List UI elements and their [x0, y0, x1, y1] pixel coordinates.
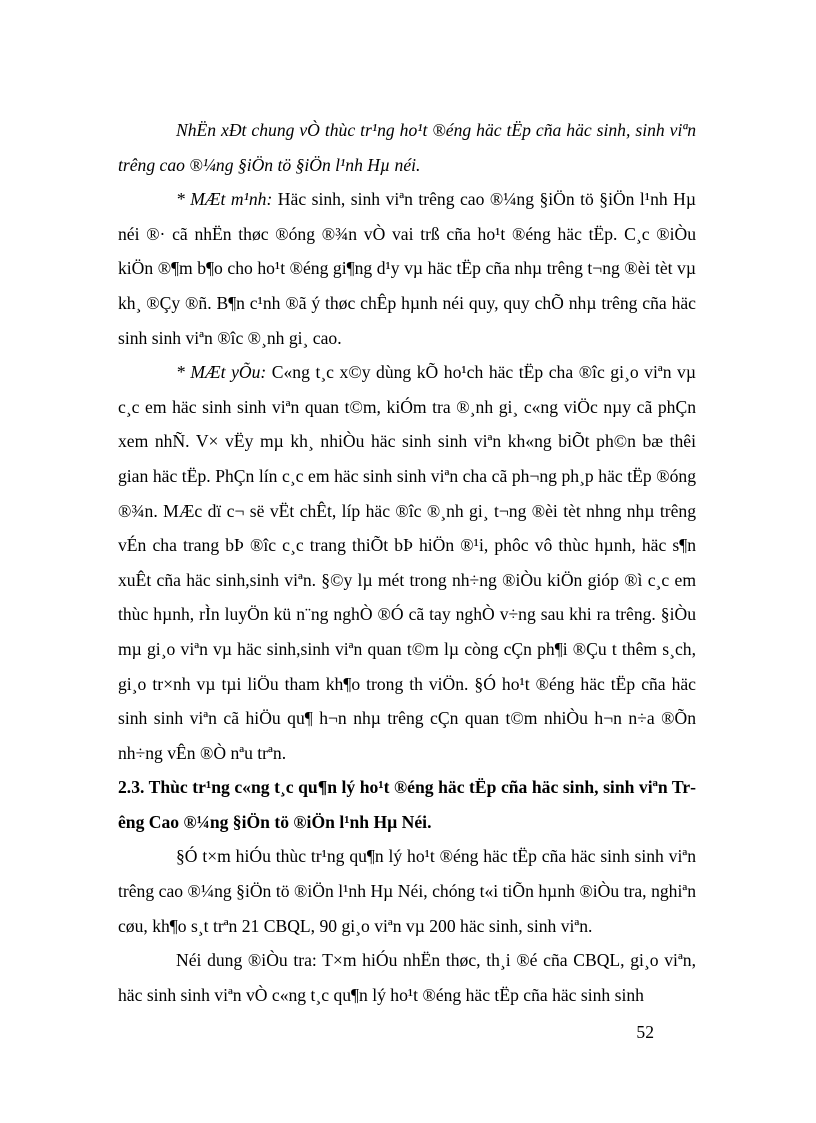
paragraph-survey: §Ó t×m hiÓu thùc tr¹ng qu¶n lý ho¹t ®éng häc tËp cña häc sinh sinh viªn trêng cao ®¼ng §iÖn tö ®iÖn l¹nh Hµ Néi, chóng t«i tiÕn hµnh ®iÒu tra, nghiªn cøu, kh¶o s¸t trªn 21 CBQL, 90 gi¸o viªn vµ 200 häc sinh, sinh viªn. — [118, 846, 696, 936]
page-body — [118, 113, 696, 1012]
paragraph-summary: NhËn xÐt chung vÒ thùc tr¹ng ho¹t ®éng häc tËp cña häc sinh, sinh viªn trêng cao ®¼ng §iÖn tö §iÖn l¹nh Hµ néi. — [118, 120, 696, 175]
page-number: 52 — [636, 1022, 654, 1042]
paragraph-survey-content: Néi dung ®iÒu tra: T×m hiÓu nhËn thøc, th¸i ®é cña CBQL, gi¸o viªn, häc sinh sinh viªn vÒ c«ng t¸c qu¶n lý ho¹t ®éng häc tËp cña häc sinh sinh — [118, 950, 696, 1005]
paragraph-weaknesses — [118, 355, 696, 770]
strengths-text: Häc sinh, sinh viªn trêng cao ®¼ng §iÖn tö §iÖn l¹nh Hµ néi ®· cã nhËn thøc ®óng ®¾n vÒ vai trß cña ho¹t ®éng häc tËp. C¸c ®iÒu kiÖn ®¶m b¶o cho ho¹t ®éng gi¶ng d¹y vµ häc tËp cña nhµ trêng t¬ng ®èi tèt vµ kh¸ ®Çy ®ñ. B¶n c¹nh ®ã ý thøc chÊp hµnh néi quy, quy chÕ nhµ trêng cña häc sinh sinh viªn ®îc ®¸nh gi¸ cao. — [118, 189, 696, 348]
paragraph-strengths — [118, 182, 696, 355]
section-heading: 2.3. Thùc tr¹ng c«ng t¸c qu¶n lý ho¹t ®éng häc tËp cña häc sinh, sinh viªn Trêng Cao ®¼ng §iÖn tö ®iÖn l¹nh Hµ Néi. — [118, 777, 696, 832]
weaknesses-label: * MÆt yÕu: — [176, 362, 267, 383]
weaknesses-text: C«ng t¸c x©y dùng kÕ ho¹ch häc tËp cha ®îc gi¸o viªn vµ c¸c em häc sinh sinh viªn quan t©m, kiÓm tra ®¸nh gi¸ c«ng viÖc nµy cã phÇn xem nhÑ. V× vËy mµ kh¸ nhiÒu häc sinh sinh viªn kh«ng biÕt ph©n bæ thêi gian häc tËp. PhÇn lín c¸c em häc sinh sinh viªn cha cã ph¬ng ph¸p häc tËp ®óng ®¾n. MÆc dï c¬ së vËt chÊt, líp häc ®îc ®¸nh gi¸ t¬ng ®èi tèt nhng nhµ trêng vÉn cha trang bÞ ®îc c¸c trang thiÕt bÞ hiÖn ®¹i, phôc vô thùc hµnh, häc s¶n xuÊt cña häc sinh,sinh viªn. §©y lµ mét trong nh÷ng ®iÒu kiÖn gióp ®ì c¸c em thùc hµnh, rÌn luyÖn kü n¨ng nghÒ ®Ó cã tay nghÒ v÷ng sau khi ra trêng. §iÒu mµ gi¸o viªn vµ häc sinh,sinh viªn quan t©m lµ còng cÇn ph¶i ®Çu t thêm s¸ch, gi¸o tr×nh vµ tµi liÖu tham kh¶o trong th viÖn. §Ó ho¹t ®éng häc tËp cña häc sinh sinh viªn cã hiÖu qu¶ h¬n nhµ trêng cÇn quan t©m nhiÒu h¬n n÷a ®Õn nh÷ng vÊn ®Ò nªu trªn. — [118, 362, 696, 763]
strengths-label: * MÆt m¹nh: — [176, 189, 273, 210]
